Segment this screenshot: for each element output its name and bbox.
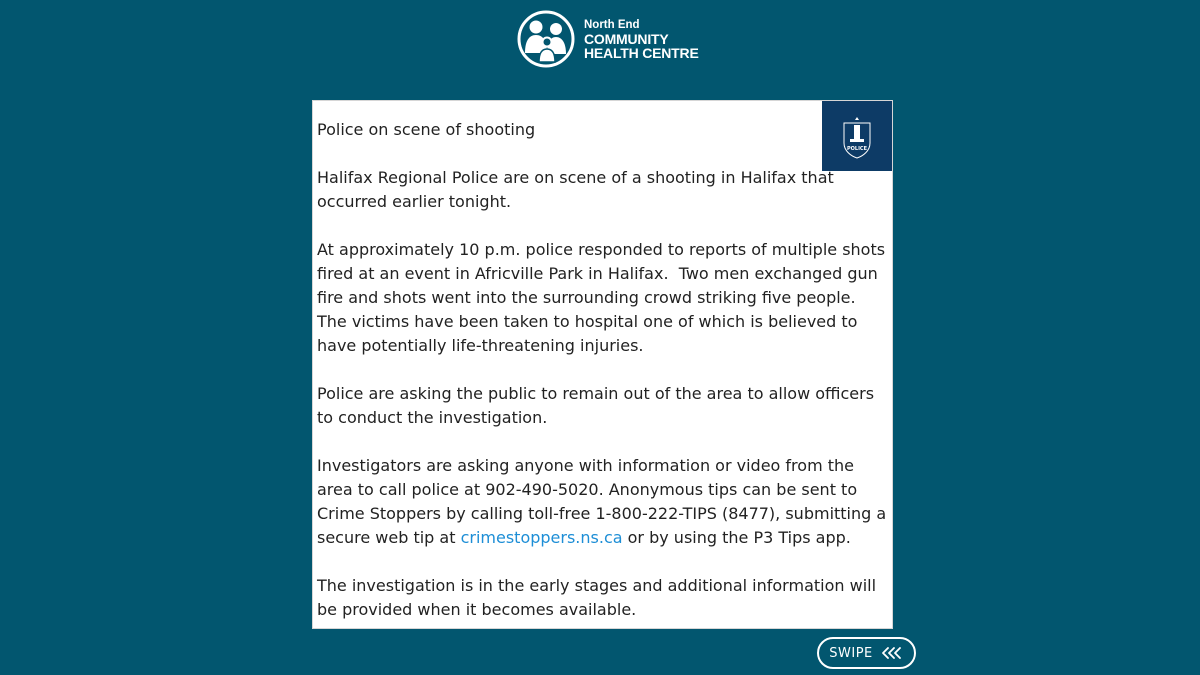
swipe-button[interactable] [817, 637, 916, 669]
post-paragraph-5: The investigation is in the early stages and additional information will be provided when it becomes available. [317, 576, 882, 619]
people-logo-icon [517, 10, 575, 68]
post-paragraph-1: Halifax Regional Police are on scene of a shooting in Halifax that occurred earlier tonight. [317, 168, 839, 211]
post-paragraph-2: At approximately 10 p.m. police responded to reports of multiple shots fired at an event in Africville Park in Halifax. Two men exchanged gun fire and shots went into the surrounding crowd striking five people. The victims have been taken to hospital one of which is believed to have potentially life-threatening injuries. [317, 240, 891, 355]
post-paragraph-4-tail: or by using the P3 Tips app. [622, 528, 851, 547]
post-title: Police on scene of shooting [317, 120, 536, 139]
org-name-line1: North End [584, 19, 640, 31]
org-name-line2: COMMUNITY [584, 31, 669, 47]
swipe-label: SWIPE [829, 645, 873, 661]
triple-chevron-left-icon [882, 647, 904, 659]
post-body [317, 118, 892, 646]
crimestoppers-link[interactable]: crimestoppers.ns.ca [460, 528, 623, 547]
post-paragraph-3: Police are asking the public to remain out of the area to allow officers to conduct the investigation. [317, 384, 880, 427]
post-paragraph-4 [317, 454, 892, 550]
org-name-line3: HEALTH CENTRE [584, 45, 699, 61]
post-paragraph-4-text: Investigators are asking anyone with information or video from the area to call police at 902-490-5020. Anonymous tips can be sent to Crime Stoppers by calling toll-free 1-800-222-TIPS (8477), submitting a secure web tip at [317, 456, 892, 547]
org-logo [517, 8, 699, 70]
news-release-card [312, 100, 893, 629]
org-name [584, 18, 699, 60]
badge-text: POLICE [846, 146, 868, 152]
